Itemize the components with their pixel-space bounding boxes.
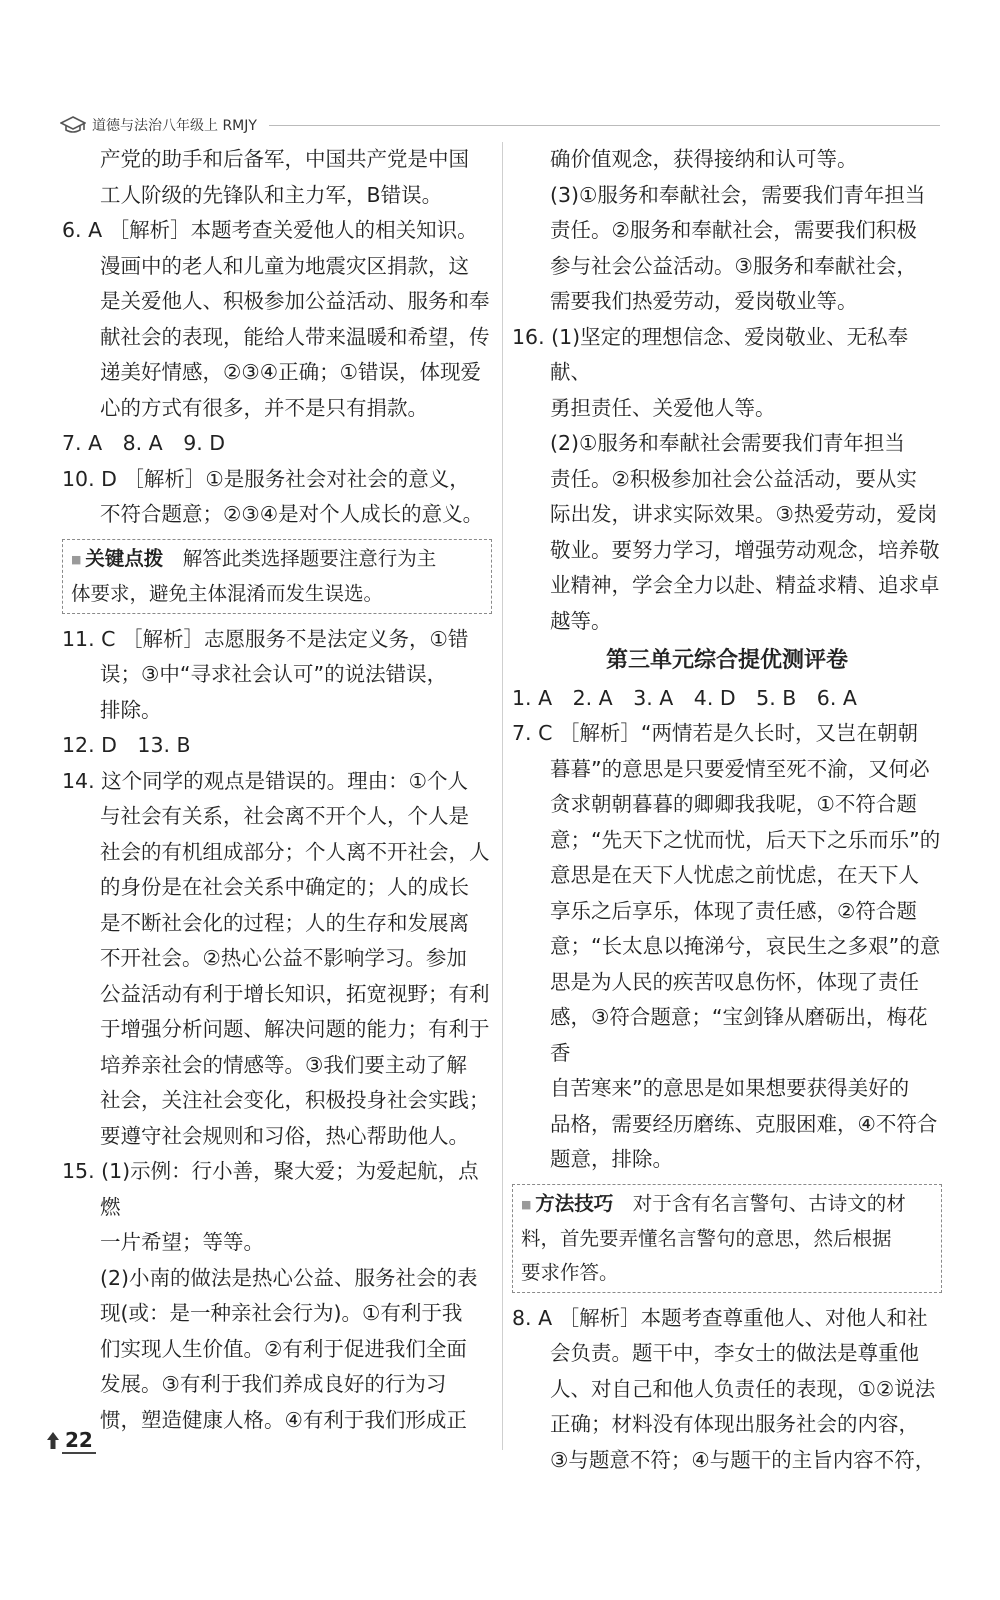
text-line: 是不断社会化的过程；人的生存和发展离 xyxy=(100,910,469,935)
text-line: 6. A ［解析］本题考查关爱他人的相关知识。 xyxy=(62,218,478,242)
text-line: 品格，需要经历磨练、克服困难，④不符合 xyxy=(550,1111,938,1136)
text-line: 15. (1)示例：行小善，聚大爱；为爱起航，点燃 xyxy=(62,1159,479,1219)
text-line: 公益活动有利于增长知识，拓宽视野；有利 xyxy=(100,981,490,1006)
text-line: 料，首先要弄懂名言警句的意思，然后根据 xyxy=(521,1226,892,1250)
text-line: 需要我们热爱劳动，爱岗敬业等。 xyxy=(550,289,858,313)
text-line: 递美好情感，②③④正确；①错误，体现爱 xyxy=(100,360,482,384)
answer-7-9: 7. A 8. A 9. D xyxy=(62,431,226,455)
text-line: 14. 这个同学的观点是错误的。理由：①个人 xyxy=(62,768,468,793)
key-tip-box xyxy=(62,539,492,614)
right-column xyxy=(512,142,942,1478)
answer-7 xyxy=(512,716,942,1178)
text-line: 社会，关注社会变化，积极投身社会实践； xyxy=(100,1088,490,1112)
text-line: 感，③符合题意；“宝剑锋从磨砺出，梅花香 xyxy=(550,1005,928,1065)
text-line: ③与题意不符；④与题干的主旨内容不符， xyxy=(550,1447,936,1472)
text-line: 自苦寒来”的意思是如果想要获得美好的 xyxy=(550,1076,910,1100)
text-line: 业精神，学会全力以赴、精益求精、追求卓 xyxy=(550,573,940,597)
text-line: 思是为人民的疾苦叹息伤怀，体现了责任 xyxy=(550,969,919,994)
text-line: 勇担责任、关爱他人等。 xyxy=(550,395,776,420)
text-line: 们实现人生价值。②有利于促进我们全面 xyxy=(100,1336,467,1361)
text-line: 责任。②服务和奉献社会，需要我们积极 xyxy=(550,218,917,242)
text-line: 一片希望；等等。 xyxy=(100,1230,264,1254)
text-line: 会负责。题干中，李女士的做法是尊重他 xyxy=(550,1341,919,1365)
answer-10 xyxy=(62,462,492,533)
text-line xyxy=(521,1187,933,1222)
header-rule xyxy=(269,125,940,126)
key-tip-label: ■ 关键点拨 xyxy=(71,547,163,570)
page-number-text: 22 xyxy=(62,1428,96,1454)
answer-6 xyxy=(62,213,492,426)
text-line: 10. D ［解析］①是服务社会对社会的意义， xyxy=(62,466,470,491)
text-line: 11. C ［解析］志愿服务不是法定义务，①错 xyxy=(62,626,469,651)
text-line xyxy=(71,542,483,577)
left-column xyxy=(62,142,492,1438)
text-line: 8. A ［解析］本题考查尊重他人、对他人和社 xyxy=(512,1305,928,1330)
answer-16 xyxy=(512,320,942,640)
text-line: 16. (1)坚定的理想信念、爱岗敬业、无私奉献、 xyxy=(512,324,909,384)
text-line: 责任。②积极参加社会公益活动，要从实 xyxy=(550,466,917,491)
text-line: 意；“长太息以掩涕兮，哀民生之多艰”的意 xyxy=(550,934,941,958)
text-line: 是关爱他人、积极参加公益活动、服务和奉 xyxy=(100,289,490,313)
method-tip-label: ■ 方法技巧 xyxy=(521,1192,613,1215)
page-number xyxy=(46,1427,96,1455)
text-line: 际出发，讲求实际效果。③热爱劳动，爱岗 xyxy=(550,502,938,526)
text-line: (2)①服务和奉献社会需要我们青年担当 xyxy=(550,431,905,455)
text-line: 不开社会。②热心公益不影响学习。参加 xyxy=(100,946,467,970)
graduation-cap-icon xyxy=(60,115,86,135)
key-tip-text: 解答此类选择题要注意行为主 xyxy=(182,546,437,570)
text-line: 误；③中“寻求社会认可”的说法错误， xyxy=(100,662,448,686)
text-line: 意思是在天下人忧虑之前忧虑，在天下人 xyxy=(550,863,919,887)
column-divider xyxy=(502,142,503,1450)
text-line: 确价值观念，获得接纳和认可等。 xyxy=(550,147,858,171)
text-line: 与社会有关系，社会离不开个人，个人是 xyxy=(100,804,469,828)
text-line: 享乐之后享乐，体现了责任感，②符合题 xyxy=(550,898,917,923)
text-line: 培养亲社会的情感等。③我们要主动了解 xyxy=(100,1052,467,1077)
text-line: 于增强分析问题、解决问题的能力；有利于 xyxy=(100,1017,490,1041)
method-tip-box xyxy=(512,1184,942,1293)
answer-11 xyxy=(62,622,492,729)
answer-1-6: 1. A 2. A 3. A 4. D 5. B 6. A xyxy=(512,685,857,710)
answer-14 xyxy=(62,764,492,1155)
text-line: 题意，排除。 xyxy=(550,1147,673,1171)
text-line: 体要求，避免主体混淆而发生误选。 xyxy=(71,581,384,605)
text-line: 献社会的表现，能给人带来温暖和希望，传 xyxy=(100,324,490,349)
text-line: 的身份是在社会关系中确定的；人的成长 xyxy=(100,875,469,899)
method-tip-text: 对于含有名言警句、古诗文的材 xyxy=(632,1191,906,1215)
text-line: 正确；材料没有体现出服务社会的内容， xyxy=(550,1412,919,1436)
text-line: 7. C ［解析］“两情若是久长时，又岂在朝朝 xyxy=(512,721,919,745)
text-line: 越等。 xyxy=(550,608,612,633)
answer-12-13: 12. D 13. B xyxy=(62,733,191,757)
text-line: 工人阶级的先锋队和主力军，B错误。 xyxy=(100,182,443,207)
answer-8 xyxy=(512,1301,942,1479)
header-title: 道德与法治八年级上 RMJY xyxy=(92,118,257,134)
text-line: 不符合题意；②③④是对个人成长的意义。 xyxy=(100,502,484,526)
text-line: 心的方式有很多，并不是只有捐款。 xyxy=(100,395,428,420)
section-title: 第三单元综合提优测评卷 xyxy=(605,648,848,673)
text-line: 贪求朝朝暮暮的卿卿我我呢，①不符合题 xyxy=(550,792,917,816)
text-line: 参与社会公益活动。③服务和奉献社会， xyxy=(550,253,917,278)
text-line: (2)小南的做法是热心公益、服务社会的表 xyxy=(100,1265,478,1290)
text-line: 敬业。要努力学习，增强劳动观念，培养敬 xyxy=(550,537,940,562)
up-arrow-icon xyxy=(46,1431,60,1451)
text-line: 产党的助手和后备军，中国共产党是中国 xyxy=(100,147,469,171)
text-line: 要求作答。 xyxy=(521,1260,619,1284)
answer-15 xyxy=(62,1154,492,1438)
text-line: 发展。③有利于我们养成良好的行为习 xyxy=(100,1372,447,1396)
text-line: 现(或：是一种亲社会行为)。①有利于我 xyxy=(100,1301,463,1325)
text-line: 人、对自己和他人负责任的表现，①②说法 xyxy=(550,1376,936,1401)
text-line: 要遵守社会规则和习俗，热心帮助他人。 xyxy=(100,1123,469,1148)
text-line: 暮暮”的意思是只要爱情至死不渝，又何必 xyxy=(550,756,930,781)
text-line: (3)①服务和奉献社会，需要我们青年担当 xyxy=(550,182,926,207)
text-line: 惯，塑造健康人格。④有利于我们形成正 xyxy=(100,1407,467,1432)
text-line: 漫画中的老人和儿童为地震灾区捐款，这 xyxy=(100,253,469,278)
text-line: 排除。 xyxy=(100,697,162,722)
text-line: 社会的有机组成部分；个人离不开社会，人 xyxy=(100,839,490,864)
page-header xyxy=(60,112,940,138)
text-line: 意；“先天下之忧而忧，后天下之乐而乐”的 xyxy=(550,827,941,852)
